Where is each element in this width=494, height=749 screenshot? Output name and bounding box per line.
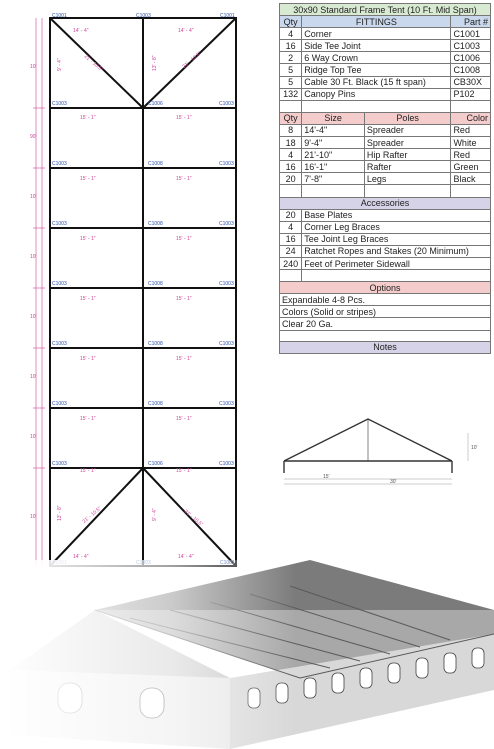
table-row: 4 21'-10" Hip Rafter Red bbox=[280, 149, 491, 161]
table-row: 8 14'-4" Spreader Red bbox=[280, 124, 491, 136]
poles-header: Qty Size Poles Color bbox=[280, 112, 491, 124]
table-row: 132 Canopy Pins P102 bbox=[280, 88, 491, 100]
end-width-label: 14' - 4" bbox=[178, 554, 194, 560]
sub-dimension-label: 13' - 8" bbox=[57, 505, 63, 521]
bay-width-label: 15' - 1" bbox=[176, 236, 192, 242]
blank-row bbox=[280, 330, 491, 341]
part-label: C1003 bbox=[219, 161, 234, 167]
bay-width-label: 15' - 1" bbox=[176, 468, 192, 474]
part-label: C1008 bbox=[148, 161, 163, 167]
bay-width-label: 15' - 1" bbox=[176, 296, 192, 302]
sub-dimension-label: 9' - 4" bbox=[152, 508, 158, 521]
bay-width-label: 15' - 1" bbox=[80, 296, 96, 302]
section-length-label: 10' bbox=[30, 434, 37, 440]
table-row: 4 Corner C1001 bbox=[280, 28, 491, 40]
table-row: 16 Side Tee Joint C1003 bbox=[280, 40, 491, 52]
dimension-lines bbox=[33, 18, 45, 566]
part-label: C1003 bbox=[219, 281, 234, 287]
blank-row bbox=[280, 100, 491, 112]
part-label: C1003 bbox=[52, 401, 67, 407]
tent-outline bbox=[50, 18, 236, 566]
bay-width-label: 15' - 1" bbox=[80, 416, 96, 422]
fade-overlay bbox=[0, 560, 494, 749]
table-row: 240 Feet of Perimeter Sidewall bbox=[280, 257, 491, 269]
bay-width-label: 15' - 1" bbox=[80, 176, 96, 182]
table-row: 2 6 Way Crown C1006 bbox=[280, 52, 491, 64]
bay-width-label: 15' - 1" bbox=[80, 115, 96, 121]
section-length-label: 10' bbox=[30, 254, 37, 260]
total-length-label: 90' bbox=[30, 134, 37, 140]
bay-width-label: 15' - 1" bbox=[80, 468, 96, 474]
table-row: 4 Corner Leg Braces bbox=[280, 221, 491, 233]
part-label: C1003 bbox=[52, 221, 67, 227]
section-length-label: 10' bbox=[30, 314, 37, 320]
tent-3d-rendering bbox=[0, 560, 494, 749]
part-label: C1003 bbox=[219, 461, 234, 467]
part-label: C1003 bbox=[219, 341, 234, 347]
table-row: Colors (Solid or stripes) bbox=[280, 306, 491, 318]
sub-dimension-label: 9' - 4" bbox=[57, 58, 63, 71]
parts-list-table bbox=[279, 3, 491, 354]
part-label: C1003 bbox=[219, 401, 234, 407]
full-span-label: 30' bbox=[390, 479, 397, 485]
bay-width-label: 15' - 1" bbox=[176, 356, 192, 362]
part-label: C1003 bbox=[219, 221, 234, 227]
part-label: C1003 bbox=[52, 101, 67, 107]
options-header: Options bbox=[280, 282, 491, 294]
end-width-label: 14' - 4" bbox=[73, 554, 89, 560]
half-span-label: 15' bbox=[323, 474, 330, 480]
section-length-label: 10' bbox=[30, 374, 37, 380]
part-label: C1001 bbox=[52, 13, 67, 19]
hip-rafter-label: 21' - 10.5" bbox=[182, 508, 204, 528]
bay-width-label: 15' - 1" bbox=[176, 416, 192, 422]
part-label: C1001 bbox=[220, 13, 235, 19]
fittings-header: Qty FITTINGS Part # bbox=[280, 16, 491, 28]
tent-floor-plan bbox=[28, 10, 248, 570]
table-row: 16 Tee Joint Leg Braces bbox=[280, 233, 491, 245]
part-label: C1003 bbox=[52, 161, 67, 167]
table-row: 5 Ridge Top Tee C1008 bbox=[280, 64, 491, 76]
table-row: Expandable 4-8 Pcs. bbox=[280, 294, 491, 306]
hip-rafter-label: 21' - 10.5" bbox=[81, 505, 103, 525]
bay-width-label: 15' - 1" bbox=[176, 115, 192, 121]
table-row: 18 9'-4" Spreader White bbox=[280, 137, 491, 149]
accessories-header: Accessories bbox=[280, 197, 491, 209]
tent-side-profile bbox=[278, 413, 488, 493]
part-label: C1003 bbox=[136, 13, 151, 19]
part-label: C1003 bbox=[219, 101, 234, 107]
bay-width-label: 15' - 1" bbox=[80, 356, 96, 362]
part-label: C1008 bbox=[148, 281, 163, 287]
table-row: Clear 20 Ga. bbox=[280, 318, 491, 330]
blank-row bbox=[280, 185, 491, 197]
table-row: 16 16'-1" Rafter Green bbox=[280, 161, 491, 173]
end-width-label: 14' - 4" bbox=[178, 28, 194, 34]
section-length-label: 10' bbox=[30, 194, 37, 200]
sub-dimension-label: 13' - 8" bbox=[152, 55, 158, 71]
part-label: C1003 bbox=[52, 341, 67, 347]
blank-row bbox=[280, 270, 491, 282]
part-label: C1008 bbox=[148, 341, 163, 347]
bay-width-label: 15' - 1" bbox=[80, 236, 96, 242]
hip-rafter-label: 21' - 10.5" bbox=[82, 53, 104, 73]
part-label: C1008 bbox=[148, 401, 163, 407]
part-label: C1008 bbox=[148, 221, 163, 227]
section-length-label: 10' bbox=[30, 64, 37, 70]
tent-title: 30x90 Standard Frame Tent (10 Ft. Mid Span) bbox=[280, 4, 491, 16]
hip-rafter-label: 21' - 10.5" bbox=[181, 50, 203, 70]
end-width-label: 14' - 4" bbox=[73, 28, 89, 34]
notes-header: Notes bbox=[280, 341, 491, 353]
table-row: 5 Cable 30 Ft. Black (15 ft span) CB30X bbox=[280, 76, 491, 88]
part-label: C1006 bbox=[148, 461, 163, 467]
table-row: 24 Ratchet Ropes and Stakes (20 Minimum) bbox=[280, 245, 491, 257]
bay-width-label: 15' - 1" bbox=[176, 176, 192, 182]
table-row: 20 7'-8" Legs Black bbox=[280, 173, 491, 185]
table-row: 20 Base Plates bbox=[280, 209, 491, 221]
part-label: C1003 bbox=[52, 281, 67, 287]
section-length-label: 10' bbox=[30, 514, 37, 520]
height-label: 10' bbox=[471, 445, 478, 451]
part-label: C1006 bbox=[148, 101, 163, 107]
part-label: C1003 bbox=[52, 461, 67, 467]
